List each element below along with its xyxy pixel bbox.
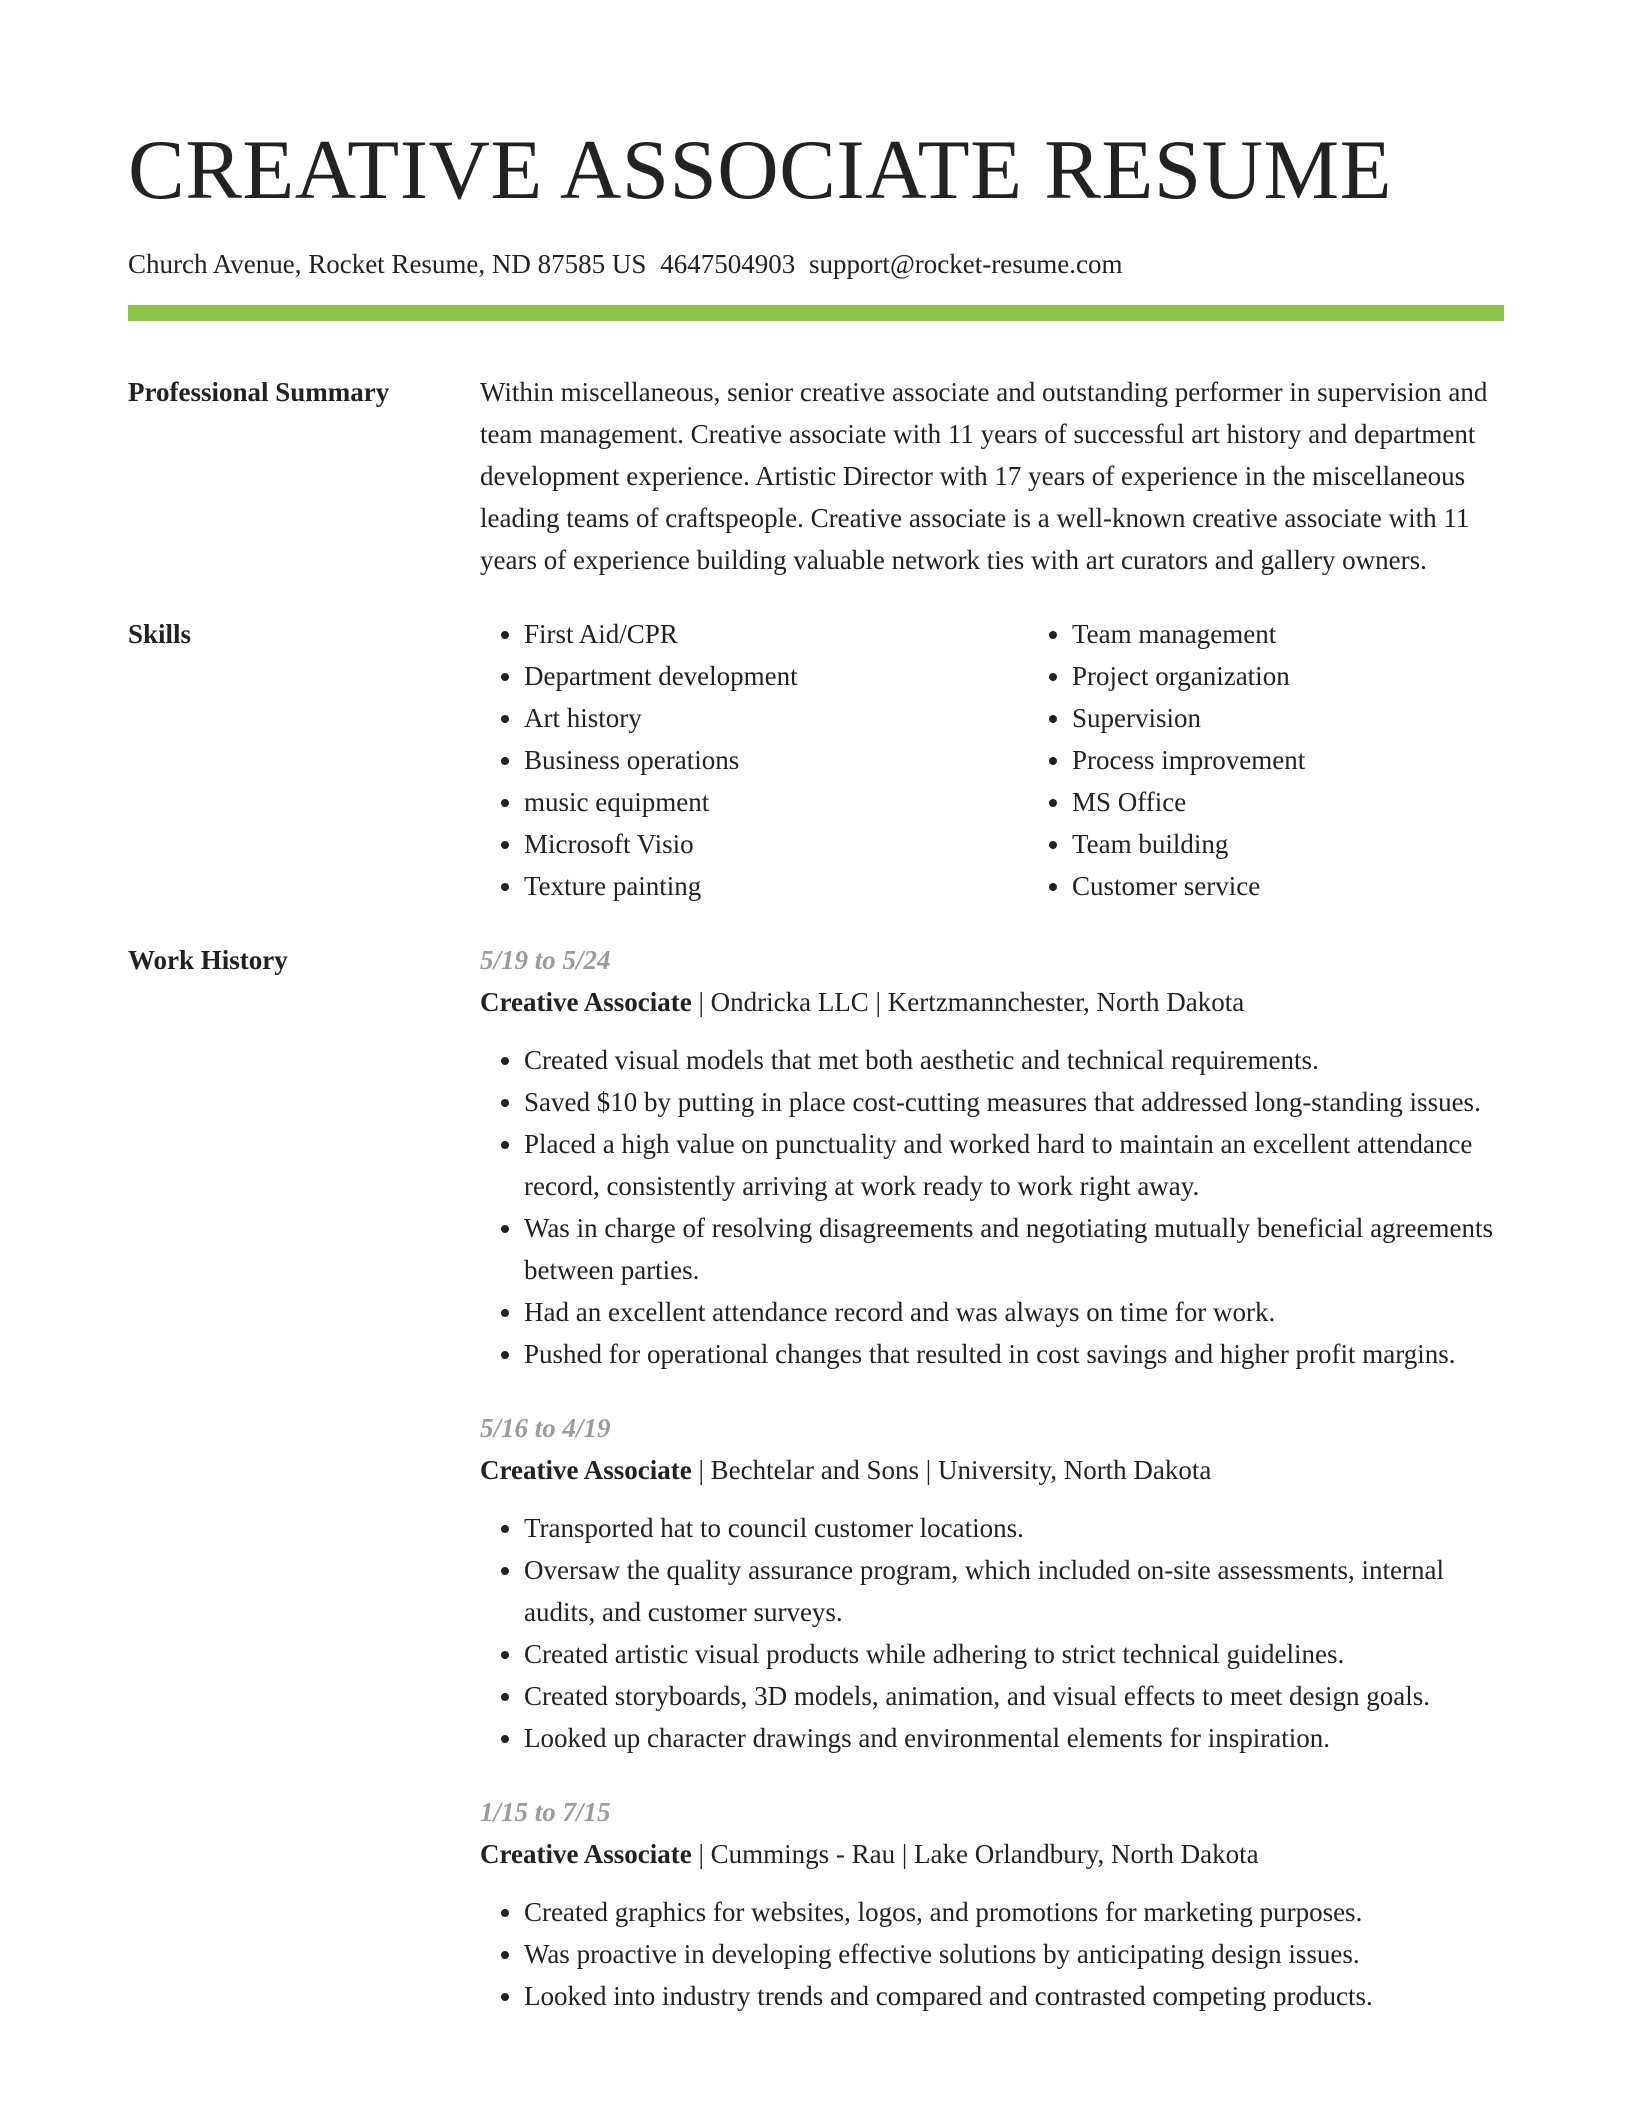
job-bullet-list	[480, 1891, 1504, 2017]
job-details: | Ondricka LLC | Kertzmannchester, North Dakota	[691, 987, 1245, 1017]
job-heading	[480, 1449, 1504, 1491]
job-bullet: • Created artistic visual products while adhering to strict technical guidelines.	[524, 1633, 1504, 1675]
resume-title: CREATIVE ASSOCIATE RESUME	[128, 123, 1393, 217]
job-bullet-list	[480, 1039, 1504, 1375]
skill-item: • Microsoft Visio	[524, 823, 1028, 865]
job-entry	[480, 939, 1504, 1375]
contact-phone: 4647504903	[660, 249, 796, 279]
summary-text: Within miscellaneous, senior creative associate and outstanding performer in supervision and team management. Creative associate with 11 years of successful art history and department development experience. Artistic Director with 17 years of experience in the miscellaneous leading teams of craftspeople. Creative associate is a well-known creative associate with 11 years of experience building valuable network ties with art curators and gallery owners.	[480, 377, 1488, 575]
work-history-section	[128, 939, 1504, 2049]
section-heading-summary: Professional Summary	[128, 377, 390, 407]
skill-item: • Department development	[524, 655, 1028, 697]
job-dates: 1/15 to 7/15	[480, 1797, 611, 1827]
job-title: Creative Associate	[480, 987, 692, 1017]
skill-item: • Team building	[1072, 823, 1576, 865]
skill-item: • Process improvement	[1072, 739, 1576, 781]
job-bullet: • Pushed for operational changes that resulted in cost savings and higher profit margins.	[524, 1333, 1504, 1375]
header-divider	[128, 305, 1504, 321]
skill-item: • Project organization	[1072, 655, 1576, 697]
job-bullet-list	[480, 1507, 1504, 1759]
job-bullet: • Created storyboards, 3D models, animation, and visual effects to meet design goals.	[524, 1675, 1504, 1717]
skill-item: • Art history	[524, 697, 1028, 739]
skill-item: • MS Office	[1072, 781, 1576, 823]
skill-item: • Supervision	[1072, 697, 1576, 739]
contact-email: support@rocket-resume.com	[808, 249, 1123, 279]
skill-item: • Customer service	[1072, 865, 1576, 907]
job-bullet: • Saved $10 by putting in place cost-cutting measures that addressed long-standing issues.	[524, 1081, 1504, 1123]
skills-section	[128, 613, 1504, 907]
job-title: Creative Associate	[480, 1839, 692, 1869]
job-details: | Cummings - Rau | Lake Orlandbury, North Dakota	[691, 1839, 1259, 1869]
job-bullet: • Transported hat to council customer locations.	[524, 1507, 1504, 1549]
job-bullet: • Oversaw the quality assurance program, which included on-site assessments, internal audits, and customer surveys.	[524, 1549, 1504, 1633]
skill-item: • First Aid/CPR	[524, 613, 1028, 655]
job-dates: 5/16 to 4/19	[480, 1413, 611, 1443]
professional-summary-section	[128, 371, 1504, 581]
section-heading-skills: Skills	[128, 619, 192, 649]
job-heading	[480, 1833, 1504, 1875]
job-entry	[480, 1791, 1504, 2017]
contact-line	[128, 246, 1504, 282]
section-heading-work-history: Work History	[128, 945, 288, 975]
job-bullet: • Created graphics for websites, logos, and promotions for marketing purposes.	[524, 1891, 1504, 1933]
job-entry	[480, 1407, 1504, 1759]
job-heading	[480, 981, 1504, 1023]
job-bullet: • Placed a high value on punctuality and worked hard to maintain an excellent attendance record, consistently arriving at work ready to work right away.	[524, 1123, 1504, 1207]
job-bullet: • Looked up character drawings and environmental elements for inspiration.	[524, 1717, 1504, 1759]
contact-address: Church Avenue, Rocket Resume, ND 87585 US	[128, 249, 647, 279]
job-bullet: • Was proactive in developing effective solutions by anticipating design issues.	[524, 1933, 1504, 1975]
job-dates: 5/19 to 5/24	[480, 945, 611, 975]
skills-list-left	[480, 613, 1028, 907]
skill-item: • Team management	[1072, 613, 1576, 655]
skills-list-right	[1028, 613, 1576, 907]
skill-item: • Texture painting	[524, 865, 1028, 907]
job-bullet: • Had an excellent attendance record and was always on time for work.	[524, 1291, 1504, 1333]
skill-item: • music equipment	[524, 781, 1028, 823]
job-details: | Bechtelar and Sons | University, North Dakota	[691, 1455, 1212, 1485]
skill-item: • Business operations	[524, 739, 1028, 781]
resume-page	[128, 0, 1504, 2049]
job-bullet: • Created visual models that met both aesthetic and technical requirements.	[524, 1039, 1504, 1081]
job-title: Creative Associate	[480, 1455, 692, 1485]
job-bullet: • Looked into industry trends and compared and contrasted competing products.	[524, 1975, 1504, 2017]
job-bullet: • Was in charge of resolving disagreements and negotiating mutually beneficial agreements between parties.	[524, 1207, 1504, 1291]
